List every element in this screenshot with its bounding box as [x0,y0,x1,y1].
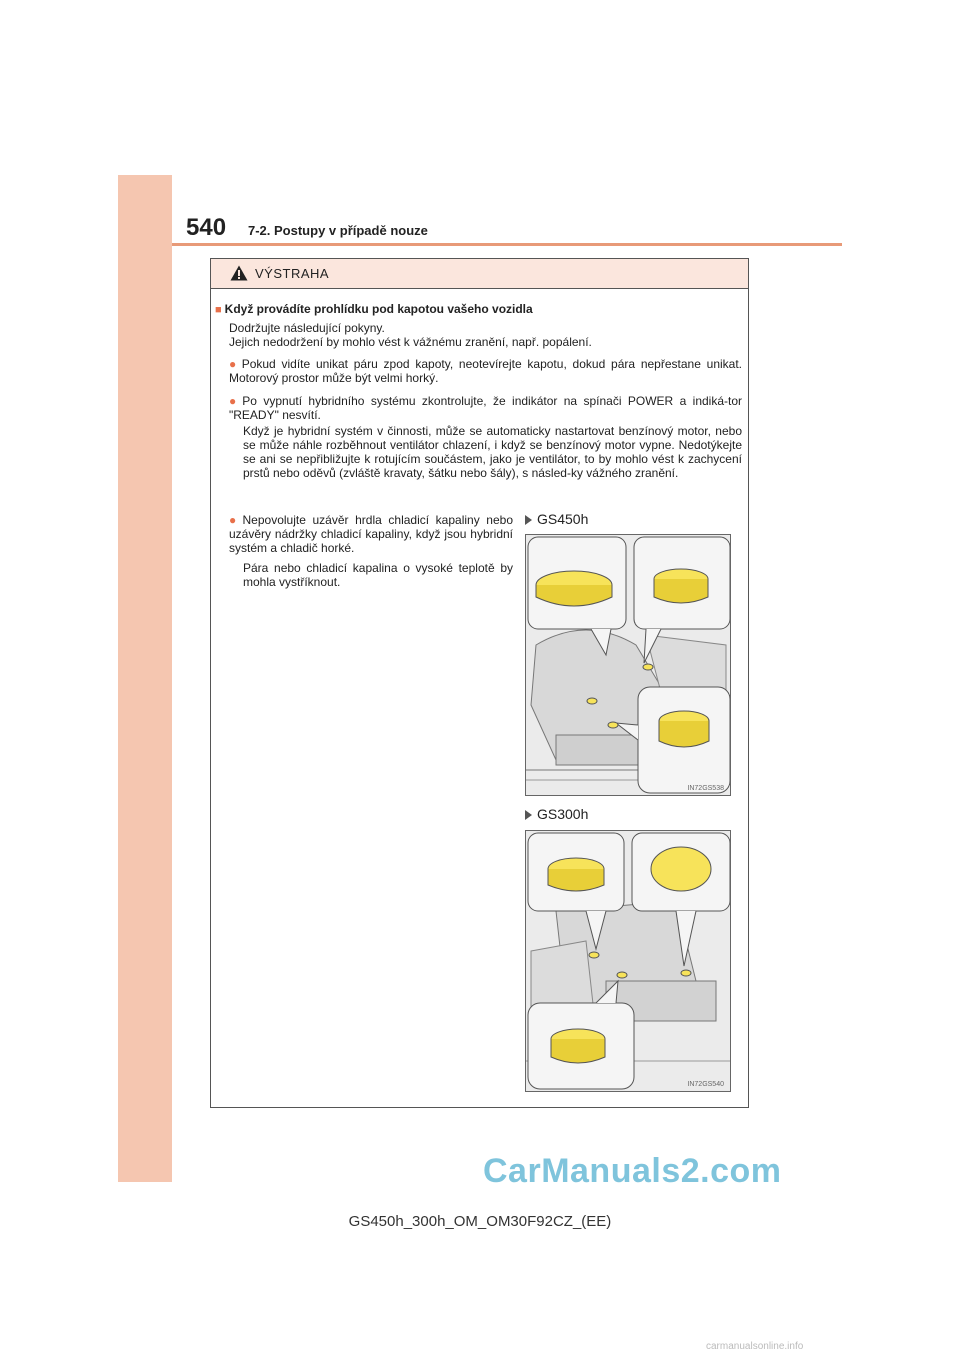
figure-code: IN72GS538 [687,785,724,792]
round-bullet-icon: ● [229,513,240,527]
warning-title: VÝSTRAHA [255,266,330,281]
warning-heading: ■ Když provádíte prohlídku pod kapotou vašeho vozidla [215,302,533,316]
chapter-side-tab [118,175,172,1182]
watermark-brand: CarManuals2.com [483,1152,782,1190]
page-number: 540 [186,214,227,241]
arrow-right-icon [525,515,532,525]
engine-bay-drawing [526,535,731,796]
section-title: 7-2. Postupy v případě nouze [248,223,428,238]
bullet-radiator-cap-detail: Pára nebo chladicí kapalina o vysoké teplotě by mohla vystříknout. [243,561,513,589]
figure-label-gs300h: GS300h [525,806,588,822]
bullet-power-off: ● Po vypnutí hybridního systému zkontrolujte, že indikátor na spínači POWER a indiká-tor "READY" nesvítí. [229,394,743,422]
intro-line-2: Jejich nedodržení by mohlo vést k vážnému zranění, např. popálení. [229,335,592,349]
arrow-right-icon [525,810,532,820]
bullet-power-off-detail: Když je hybridní systém v činnosti, může se automaticky nastartovat benzínový motor, nebo se může náhle rozběhnout ventilátor chlazení, i když se benzínový motor vypne. Nedotýkejte se ani se nepřibližujte k rotujícím součástem, jako je ventilátor, to by mohlo vést k zachycení prstů nebo oděvů (zvláště kravaty, šátku nebo šály), s násled-ky vážného zranění. [243,424,742,480]
bullet-radiator-cap: ● Nepovolujte uzávěr hrdla chladicí kapaliny nebo uzávěry nádržky chladicí kapaliny, když jsou hybridní systém a chladič horké. [229,513,513,555]
engine-illustration-gs300h [525,830,731,1092]
engine-illustration-gs450h [525,534,731,796]
square-bullet-icon: ■ [215,304,222,316]
bullet-steam: ● Pokud vidíte unikat páru zpod kapoty, neotevírejte kapotu, dokud pára nepřestane unikat. Motorový prostor může být velmi horký. [229,357,742,385]
round-bullet-icon: ● [229,357,239,371]
intro-line-1: Dodržujte následující pokyny. [229,321,385,335]
header-rule [172,243,842,246]
engine-bay-drawing [526,831,731,1092]
round-bullet-icon: ● [229,394,240,408]
warning-triangle-icon [230,265,248,281]
figure-label-gs450h: GS450h [525,511,588,527]
figure-code: IN72GS540 [687,1081,724,1088]
warning-header [211,259,748,289]
watermark-site: carmanualsonline.info [706,1341,804,1352]
document-code: GS450h_300h_OM_OM30F92CZ_(EE) [348,1213,612,1230]
